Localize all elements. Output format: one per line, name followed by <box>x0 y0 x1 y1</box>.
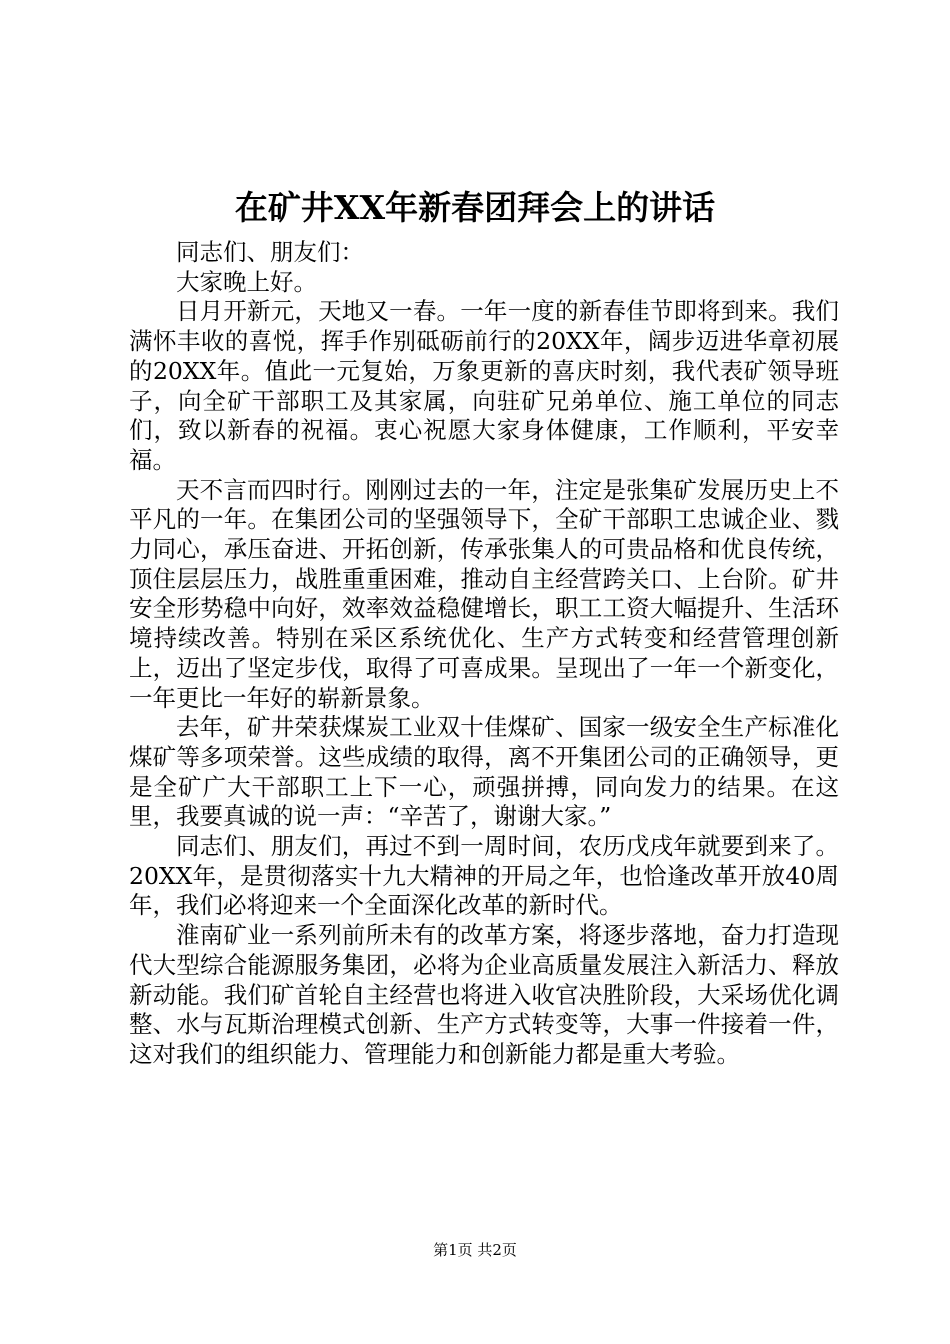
paragraph-honors: 去年，矿井荣获煤炭工业双十佳煤矿、国家一级安全生产标准化煤矿等多项荣誉。这些成绩的取得，离不开集团公司的正确领导，更是全矿广大干部职工上下一心，顽强拼搏，同向发力的结果。在这里，我要真诚的说一声：“辛苦了，谢谢大家。” <box>129 713 839 831</box>
document-title: 在矿井XX年新春团拜会上的讲话 <box>234 188 716 227</box>
paragraph-past-year: 天不言而四时行。刚刚过去的一年，注定是张集矿发展历史上不平凡的一年。在集团公司的坚强领导下，全矿干部职工忠诚企业、戮力同心，承压奋进、开拓创新，传承张集人的可贵品格和优良传统，顶住层层压力，战胜重重困难，推动自主经营跨关口、上台阶。矿井安全形势稳中向好，效率效益稳健增长，职工工资大幅提升、生活环境持续改善。特别在采区系统优化、生产方式转变和经营管理创新上，迈出了坚定步伐，取得了可喜成果。呈现出了一年一个新变化，一年更比一年好的崭新景象。 <box>129 475 839 712</box>
paragraph-coming-year: 同志们、朋友们，再过不到一周时间，农历戊戌年就要到来了。20XX年，是贯彻落实十九大精神的开局之年，也恰逢改革开放40周年，我们必将迎来一个全面深化改革的新时代。 <box>129 832 839 920</box>
page-number: 第1页 共2页 <box>433 1241 517 1259</box>
greeting: 大家晚上好。 <box>176 267 317 296</box>
paragraph-reform: 淮南矿业一系列前所未有的改革方案，将逐步落地，奋力打造现代大型综合能源服务集团，必将为企业高质量发展注入新活力、释放新动能。我们矿首轮自主经营也将进入收官决胜阶段，大采场优化调整、水与瓦斯治理模式创新、生产方式转变等，大事一件接着一件，这对我们的组织能力、管理能力和创新能力都是重大考验。 <box>129 921 839 1068</box>
paragraph-new-year: 日月开新元，天地又一春。一年一度的新春佳节即将到来。我们满怀丰收的喜悦，挥手作别砥砺前行的20XX年，阔步迈进华章初展的20XX年。值此一元复始，万象更新的喜庆时刻，我代表矿领导班子，向全矿干部职工及其家属，向驻矿兄弟单位、施工单位的同志们，致以新春的祝福。衷心祝愿大家身体健康，工作顺利，平安幸福。 <box>129 297 839 474</box>
salutation: 同志们、朋友们： <box>176 238 364 266</box>
document-body <box>129 238 839 1070</box>
